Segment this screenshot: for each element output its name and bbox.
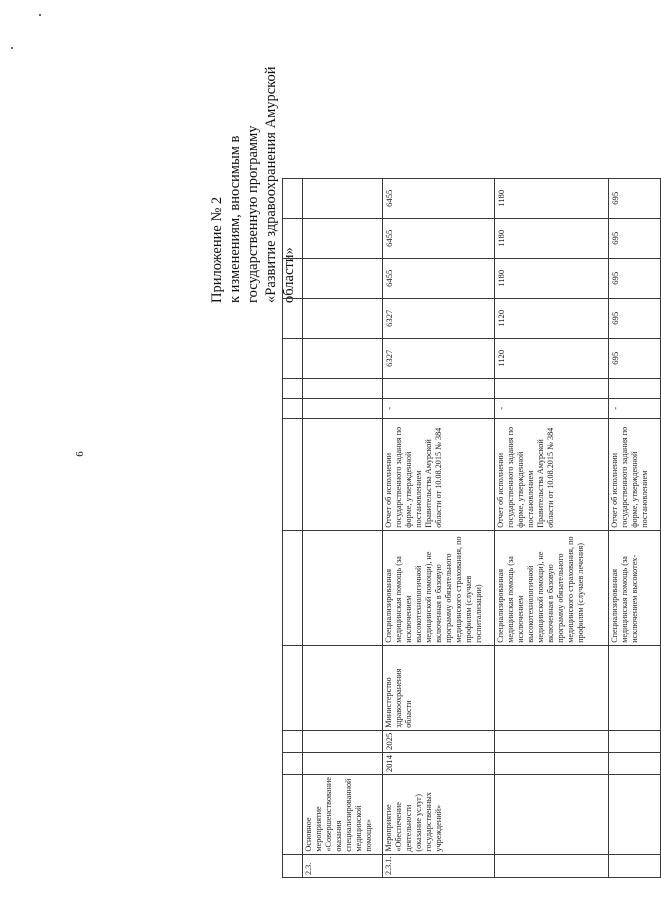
row-number bbox=[495, 854, 609, 877]
value-cell bbox=[303, 178, 383, 218]
service-name bbox=[303, 530, 383, 645]
table-row bbox=[383, 178, 495, 877]
service-name: Специализированная медицинская помощь (за исключением высокотехнологичной медицинской помощи), не включенная в базовую программу обязательного медицинского страхования, по профилям (случаев госпитализации) bbox=[383, 530, 495, 645]
start-year bbox=[303, 752, 383, 774]
start-year bbox=[609, 752, 661, 774]
executor bbox=[609, 645, 661, 730]
report-document: Отчет об исполнении государственного задания по форме, утвержденной постановлением bbox=[609, 418, 661, 530]
report-document: Отчет об исполнении государственного задания по форме, утвержденной постановлением Правительства Амурской области от 10.08.2015 № 384 bbox=[495, 418, 609, 530]
value-cell: - bbox=[495, 398, 609, 418]
end-year bbox=[495, 730, 609, 752]
row-number: 2.3. bbox=[303, 854, 383, 877]
report-document: Отчет об исполнении государственного задания по форме, утвержденной постановлением Правительства Амурской области от 10.08.2015 № 384 bbox=[383, 418, 495, 530]
value-cell: 6327 bbox=[383, 298, 495, 338]
value-cell: 6455 bbox=[383, 178, 495, 218]
value-cell bbox=[609, 378, 661, 398]
value-cell: - bbox=[383, 398, 495, 418]
value-cell bbox=[303, 218, 383, 258]
value-cell: 1120 bbox=[495, 338, 609, 378]
activity-name: Мероприятие «Обеспечение деятельности (оказание услуг) государственных учреждений» bbox=[383, 775, 495, 854]
value-cell: 6455 bbox=[383, 218, 495, 258]
row-number bbox=[609, 854, 661, 877]
activity-name bbox=[609, 775, 661, 854]
appendix-line: государственную программу bbox=[245, 125, 261, 303]
value-cell: 695 bbox=[609, 178, 661, 218]
appendix-line: к изменениям, вносимым в bbox=[227, 135, 243, 303]
value-cell bbox=[383, 378, 495, 398]
value-cell: 1180 bbox=[495, 178, 609, 218]
value-cell: 1180 bbox=[495, 258, 609, 298]
appendix-line: Приложение № 2 bbox=[209, 196, 225, 303]
page-number: 6 bbox=[74, 451, 86, 457]
service-name: Специализированная медицинская помощь (за исключением высокотех- bbox=[609, 530, 661, 645]
value-cell: 1180 bbox=[495, 218, 609, 258]
table-row bbox=[609, 178, 661, 877]
rotated-page-content bbox=[200, 18, 649, 878]
start-year: 2014 bbox=[383, 752, 495, 774]
value-cell: 695 bbox=[609, 298, 661, 338]
report-document bbox=[303, 418, 383, 530]
executor bbox=[495, 645, 609, 730]
scan-speck bbox=[39, 14, 41, 16]
value-cell bbox=[303, 258, 383, 298]
activity-name bbox=[495, 775, 609, 854]
appendix-line: «Развитие здравоохранения Амурской bbox=[263, 66, 279, 303]
table-row bbox=[303, 178, 383, 877]
value-cell bbox=[303, 338, 383, 378]
service-name: Специализированная медицинская помощь (за исключением высокотехнологичной медицинской помощи), не включенная в базовую программу обязательного медицинского страхования, по профилям (случаев лечения) bbox=[495, 530, 609, 645]
value-cell: 6327 bbox=[383, 338, 495, 378]
value-cell bbox=[303, 298, 383, 338]
value-cell bbox=[303, 378, 383, 398]
value-cell: 6455 bbox=[383, 258, 495, 298]
end-year bbox=[303, 730, 383, 752]
scan-speck bbox=[11, 47, 13, 49]
header-spacer-row bbox=[283, 178, 303, 877]
value-cell: 695 bbox=[609, 338, 661, 378]
program-activities-table bbox=[282, 178, 661, 878]
value-cell: 695 bbox=[609, 258, 661, 298]
value-cell: 695 bbox=[609, 218, 661, 258]
executor: Министерство здравоохранения области bbox=[383, 645, 495, 730]
value-cell bbox=[495, 378, 609, 398]
appendix-line: области» bbox=[281, 247, 297, 303]
executor bbox=[303, 645, 383, 730]
end-year bbox=[609, 730, 661, 752]
value-cell bbox=[303, 398, 383, 418]
value-cell: 1120 bbox=[495, 298, 609, 338]
activity-name: Основное мероприятие «Совершенствование оказания специализированной медицинской помощи» bbox=[303, 775, 383, 854]
value-cell: - bbox=[609, 398, 661, 418]
row-number: 2.3.1. bbox=[383, 854, 495, 877]
start-year bbox=[495, 752, 609, 774]
table-row bbox=[495, 178, 609, 877]
end-year: 2025 bbox=[383, 730, 495, 752]
